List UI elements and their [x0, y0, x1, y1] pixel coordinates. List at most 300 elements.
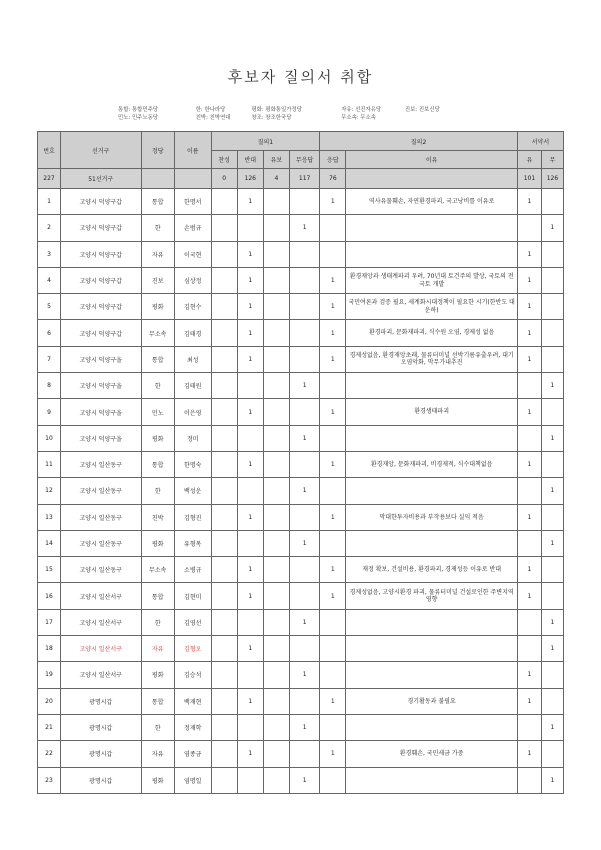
header-pledge-yes: 유 [517, 151, 541, 169]
cell-approve [211, 583, 237, 609]
cell-pledge-yes: 1 [517, 241, 541, 267]
cell-reason: 환경훼손, 국민세금 가중 [346, 741, 517, 767]
cell-name: 김승석 [174, 662, 211, 688]
cell-pledge-no [541, 688, 563, 714]
legend-item: 평화: 평화통일가정당 [251, 107, 302, 113]
cell-response: 1 [320, 267, 346, 293]
cell-no-response: 1 [289, 478, 319, 504]
cell-no: 18 [38, 636, 61, 662]
cell-response [320, 609, 346, 635]
cell-party: 자유 [141, 741, 174, 767]
cell-name: 염명일 [174, 767, 211, 793]
cell-reason: 역사유물훼손, 자연환경파괴, 국고낭비를 이유로 [346, 189, 517, 215]
cell-district: 고양시 덕양구갑 [61, 189, 142, 215]
cell-party: 평화 [141, 767, 174, 793]
cell-approve [211, 636, 237, 662]
cell-reserve [263, 189, 289, 215]
cell-name: 심상정 [174, 267, 211, 293]
cell-oppose: 1 [237, 688, 263, 714]
header-approve: 찬성 [211, 151, 237, 169]
cell-no: 3 [38, 241, 61, 267]
summary-party [141, 169, 174, 189]
cell-response [320, 767, 346, 793]
cell-no-response: 1 [289, 373, 319, 399]
cell-no: 11 [38, 451, 61, 477]
cell-pledge-no [541, 294, 563, 320]
cell-name: 정재학 [174, 714, 211, 740]
cell-reason: 경기활동과 불필요 [346, 688, 517, 714]
cell-reserve [263, 373, 289, 399]
cell-name: 이은영 [174, 399, 211, 425]
cell-reason [346, 478, 517, 504]
cell-no: 23 [38, 767, 61, 793]
cell-name: 소병규 [174, 557, 211, 583]
table-row [38, 557, 564, 583]
header-oppose: 반대 [237, 151, 263, 169]
cell-pledge-no: 1 [541, 714, 563, 740]
cell-no-response [289, 267, 319, 293]
cell-name: 김현수 [174, 294, 211, 320]
cell-reserve [263, 557, 289, 583]
cell-pledge-no: 1 [541, 478, 563, 504]
cell-response: 1 [320, 399, 346, 425]
cell-oppose: 1 [237, 267, 263, 293]
table-row [38, 241, 564, 267]
cell-no-response: 1 [289, 425, 319, 451]
cell-oppose [237, 215, 263, 241]
cell-party: 평화 [141, 294, 174, 320]
cell-approve [211, 241, 237, 267]
table-row [38, 399, 564, 425]
cell-name: 손범규 [174, 215, 211, 241]
summary-oppose: 126 [237, 169, 263, 189]
cell-reason [346, 215, 517, 241]
table-row [38, 688, 564, 714]
cell-reason [346, 530, 517, 556]
cell-response: 1 [320, 451, 346, 477]
cell-name: 정미 [174, 425, 211, 451]
table-row [38, 294, 564, 320]
cell-no: 9 [38, 399, 61, 425]
cell-no-response [289, 189, 319, 215]
cell-oppose [237, 373, 263, 399]
cell-reserve [263, 504, 289, 530]
table-row [38, 478, 564, 504]
cell-party: 한 [141, 215, 174, 241]
header-pledge-no: 무 [541, 151, 563, 169]
cell-oppose: 1 [237, 294, 263, 320]
cell-party: 통합 [141, 451, 174, 477]
table-row [38, 320, 564, 346]
cell-name: 한명서 [174, 189, 211, 215]
cell-reserve [263, 425, 289, 451]
cell-pledge-no: 1 [541, 425, 563, 451]
cell-approve [211, 346, 237, 372]
cell-no-response [289, 346, 319, 372]
cell-no-response [289, 688, 319, 714]
table-row [38, 583, 564, 609]
cell-party: 한 [141, 714, 174, 740]
party-legend [118, 106, 465, 122]
cell-no: 16 [38, 583, 61, 609]
cell-response [320, 714, 346, 740]
cell-reserve [263, 478, 289, 504]
summary-approve: 0 [211, 169, 237, 189]
cell-reason: 환경재앙, 문화재파괴, 비경제적, 식수대책없음 [346, 451, 517, 477]
cell-response [320, 662, 346, 688]
cell-approve [211, 767, 237, 793]
cell-approve [211, 662, 237, 688]
cell-approve [211, 688, 237, 714]
cell-no: 4 [38, 267, 61, 293]
cell-party: 진보 [141, 267, 174, 293]
cell-district: 고양시 덕양구을 [61, 399, 142, 425]
header-row-1 [38, 132, 564, 151]
table-row [38, 609, 564, 635]
legend-row-2 [118, 114, 465, 122]
legend-item: 창조: 창조한국당 [251, 115, 292, 121]
cell-party: 한 [141, 478, 174, 504]
cell-party: 무소속 [141, 557, 174, 583]
cell-no: 15 [38, 557, 61, 583]
cell-pledge-yes: 1 [517, 688, 541, 714]
cell-pledge-yes: 1 [517, 189, 541, 215]
cell-approve [211, 425, 237, 451]
page-title: 후보자 질의서 취합 [227, 68, 374, 86]
cell-response: 1 [320, 504, 346, 530]
table-row [38, 451, 564, 477]
summary-pledge-no: 126 [541, 169, 563, 189]
cell-reserve [263, 294, 289, 320]
cell-approve [211, 294, 237, 320]
cell-pledge-yes: 1 [517, 583, 541, 609]
cell-oppose: 1 [237, 583, 263, 609]
cell-oppose: 1 [237, 504, 263, 530]
cell-reserve [263, 241, 289, 267]
cell-district: 광명시갑 [61, 741, 142, 767]
cell-no-response [289, 741, 319, 767]
cell-district: 고양시 덕양구갑 [61, 267, 142, 293]
cell-approve [211, 320, 237, 346]
cell-reason [346, 425, 517, 451]
cell-name: 백성운 [174, 478, 211, 504]
cell-district: 고양시 일산서구 [61, 609, 142, 635]
cell-district: 고양시 덕양구갑 [61, 320, 142, 346]
table-row [38, 767, 564, 793]
cell-name: 이국현 [174, 241, 211, 267]
cell-pledge-yes: 1 [517, 741, 541, 767]
cell-approve [211, 267, 237, 293]
header-reserve: 유보 [263, 151, 289, 169]
cell-no: 8 [38, 373, 61, 399]
cell-approve [211, 714, 237, 740]
cell-district: 광명시갑 [61, 714, 142, 740]
cell-name: 최성 [174, 346, 211, 372]
cell-pledge-yes [517, 373, 541, 399]
cell-reason: 환경생태파괴 [346, 399, 517, 425]
cell-no-response: 1 [289, 609, 319, 635]
table-row [38, 636, 564, 662]
cell-reserve [263, 320, 289, 346]
cell-no-response: 1 [289, 767, 319, 793]
cell-reason [346, 767, 517, 793]
cell-no: 17 [38, 609, 61, 635]
cell-reserve [263, 399, 289, 425]
table-row [38, 714, 564, 740]
cell-reason: 국민여론과 검증 필요, 세계화시대정책이 필요한 시기(한반도 대운하) [346, 294, 517, 320]
cell-reason [346, 241, 517, 267]
cell-reason [346, 609, 517, 635]
cell-pledge-no: 1 [541, 609, 563, 635]
cell-pledge-no [541, 189, 563, 215]
cell-party: 통합 [141, 583, 174, 609]
cell-reason: 경제성없음, 고양시환경 파괴, 물류터미널 건설로인한 주변지역 영향 [346, 583, 517, 609]
cell-district: 광명시갑 [61, 688, 142, 714]
header-no: 번호 [38, 132, 61, 169]
cell-no-response [289, 241, 319, 267]
cell-pledge-yes: 1 [517, 451, 541, 477]
cell-approve [211, 504, 237, 530]
legend-row-1 [118, 106, 465, 114]
cell-pledge-yes [517, 425, 541, 451]
cell-party: 평화 [141, 425, 174, 451]
cell-name: 김태경 [174, 320, 211, 346]
cell-reason: 경제성없음, 환경재앙초래, 물류터미널 선박기름유출우려, 대기오염악화, 막무가내추진 [346, 346, 517, 372]
cell-reserve [263, 451, 289, 477]
summary-district: 51선거구 [61, 169, 142, 189]
cell-approve [211, 530, 237, 556]
cell-district: 고양시 일산서구 [61, 583, 142, 609]
cell-party: 무소속 [141, 320, 174, 346]
header-name: 이름 [174, 132, 211, 169]
cell-party: 자유 [141, 636, 174, 662]
cell-pledge-yes: 1 [517, 267, 541, 293]
cell-pledge-yes [517, 530, 541, 556]
cell-oppose [237, 609, 263, 635]
cell-pledge-no [541, 399, 563, 425]
cell-name: 염종금 [174, 741, 211, 767]
cell-pledge-yes [517, 478, 541, 504]
header-district: 선거구 [61, 132, 142, 169]
table-row [38, 425, 564, 451]
cell-district: 고양시 덕양구을 [61, 425, 142, 451]
cell-party: 친박 [141, 504, 174, 530]
cell-no: 1 [38, 189, 61, 215]
cell-district: 고양시 일산동구 [61, 530, 142, 556]
cell-pledge-yes: 1 [517, 294, 541, 320]
cell-oppose: 1 [237, 320, 263, 346]
cell-approve [211, 189, 237, 215]
cell-pledge-no: 1 [541, 373, 563, 399]
cell-approve [211, 451, 237, 477]
cell-pledge-no [541, 451, 563, 477]
cell-reserve [263, 767, 289, 793]
header-response: 응답 [320, 151, 346, 169]
cell-no: 22 [38, 741, 61, 767]
cell-party: 한 [141, 609, 174, 635]
cell-no: 10 [38, 425, 61, 451]
cell-reserve [263, 714, 289, 740]
cell-reserve [263, 609, 289, 635]
cell-reason: 환경재앙과 생태계파괴 우려, 70년대 토건주의 발상, 국토의 전 국토 개발 [346, 267, 517, 293]
table-row [38, 662, 564, 688]
cell-name: 김영선 [174, 609, 211, 635]
cell-no-response [289, 451, 319, 477]
cell-oppose: 1 [237, 557, 263, 583]
cell-reserve [263, 583, 289, 609]
cell-oppose: 1 [237, 451, 263, 477]
cell-approve [211, 478, 237, 504]
cell-no: 19 [38, 662, 61, 688]
summary-no: 227 [38, 169, 61, 189]
cell-pledge-yes [517, 609, 541, 635]
cell-reserve [263, 688, 289, 714]
legend-item: 한: 한나라당 [195, 107, 226, 113]
legend-item: 진보: 진보신당 [404, 107, 440, 113]
cell-response: 1 [320, 320, 346, 346]
cell-response: 1 [320, 346, 346, 372]
summary-reserve: 4 [263, 169, 289, 189]
cell-pledge-no: 1 [541, 215, 563, 241]
cell-party: 통합 [141, 346, 174, 372]
cell-reserve [263, 741, 289, 767]
cell-pledge-no [541, 662, 563, 688]
cell-pledge-no: 1 [541, 636, 563, 662]
legend-item: 자유: 선진자유당 [341, 107, 382, 113]
cell-no-response [289, 504, 319, 530]
cell-reserve [263, 636, 289, 662]
cell-pledge-no [541, 320, 563, 346]
cell-response: 1 [320, 189, 346, 215]
cell-name: 김형진 [174, 504, 211, 530]
cell-pledge-no [541, 557, 563, 583]
legend-item: 친박: 친박연대 [195, 115, 231, 121]
cell-no: 21 [38, 714, 61, 740]
cell-approve [211, 741, 237, 767]
cell-response: 1 [320, 583, 346, 609]
cell-oppose: 1 [237, 241, 263, 267]
table-row [38, 346, 564, 372]
summary-name [174, 169, 211, 189]
cell-oppose: 1 [237, 741, 263, 767]
cell-party: 평화 [141, 530, 174, 556]
cell-pledge-no: 1 [541, 530, 563, 556]
cell-oppose: 1 [237, 189, 263, 215]
cell-district: 고양시 일산서구 [61, 636, 142, 662]
cell-pledge-yes: 1 [517, 346, 541, 372]
table-row [38, 530, 564, 556]
cell-no: 14 [38, 530, 61, 556]
cell-reserve [263, 662, 289, 688]
cell-party: 평화 [141, 662, 174, 688]
cell-no-response [289, 583, 319, 609]
cell-oppose: 1 [237, 399, 263, 425]
cell-pledge-yes [517, 714, 541, 740]
cell-oppose [237, 530, 263, 556]
cell-oppose [237, 425, 263, 451]
cell-district: 광명시갑 [61, 767, 142, 793]
cell-reserve [263, 215, 289, 241]
cell-no: 2 [38, 215, 61, 241]
header-reason: 이유 [346, 151, 517, 169]
summary-pledge-yes: 101 [517, 169, 541, 189]
cell-no: 20 [38, 688, 61, 714]
cell-no-response [289, 320, 319, 346]
cell-reason: 환경파괴, 문화재파괴, 식수원 오염, 경제성 없음 [346, 320, 517, 346]
header-question-1: 질의1 [211, 132, 320, 151]
cell-pledge-no [541, 504, 563, 530]
cell-district: 고양시 덕양구을 [61, 346, 142, 372]
cell-response [320, 530, 346, 556]
cell-approve [211, 215, 237, 241]
cell-no-response [289, 399, 319, 425]
cell-oppose [237, 767, 263, 793]
cell-response: 1 [320, 294, 346, 320]
cell-reason [346, 662, 517, 688]
cell-pledge-yes: 1 [517, 320, 541, 346]
cell-pledge-yes [517, 215, 541, 241]
cell-name: 유형목 [174, 530, 211, 556]
cell-pledge-no [541, 267, 563, 293]
cell-no-response: 1 [289, 662, 319, 688]
header-party: 정당 [141, 132, 174, 169]
table-row [38, 504, 564, 530]
cell-pledge-yes [517, 767, 541, 793]
cell-party: 자유 [141, 241, 174, 267]
cell-no-response [289, 557, 319, 583]
cell-pledge-no: 1 [541, 767, 563, 793]
cell-no-response [289, 294, 319, 320]
cell-pledge-yes [517, 636, 541, 662]
header-question-2: 질의2 [320, 132, 518, 151]
cell-reserve [263, 530, 289, 556]
summary-no-response: 117 [289, 169, 319, 189]
cell-party: 민노 [141, 399, 174, 425]
cell-district: 고양시 일산동구 [61, 557, 142, 583]
cell-response [320, 636, 346, 662]
cell-name: 김태원 [174, 373, 211, 399]
cell-approve [211, 373, 237, 399]
cell-response [320, 241, 346, 267]
summary-reason [346, 169, 517, 189]
cell-pledge-no [541, 583, 563, 609]
table-row [38, 215, 564, 241]
cell-reserve [263, 267, 289, 293]
cell-party: 한 [141, 373, 174, 399]
cell-pledge-no [541, 741, 563, 767]
cell-name: 김형오 [174, 636, 211, 662]
table-row [38, 373, 564, 399]
cell-district: 고양시 일산동구 [61, 451, 142, 477]
cell-no-response [289, 636, 319, 662]
cell-no: 13 [38, 504, 61, 530]
table-row [38, 741, 564, 767]
cell-pledge-yes: 1 [517, 662, 541, 688]
cell-response [320, 373, 346, 399]
cell-district: 고양시 일산동구 [61, 478, 142, 504]
legend-item: 통합: 통합민주당 [118, 107, 158, 113]
cell-no-response: 1 [289, 714, 319, 740]
cell-reserve [263, 346, 289, 372]
table-row [38, 267, 564, 293]
cell-oppose [237, 478, 263, 504]
candidate-table [37, 131, 564, 794]
cell-approve [211, 399, 237, 425]
cell-response: 1 [320, 557, 346, 583]
cell-name: 김현미 [174, 583, 211, 609]
cell-district: 고양시 덕양구갑 [61, 241, 142, 267]
cell-reason [346, 714, 517, 740]
